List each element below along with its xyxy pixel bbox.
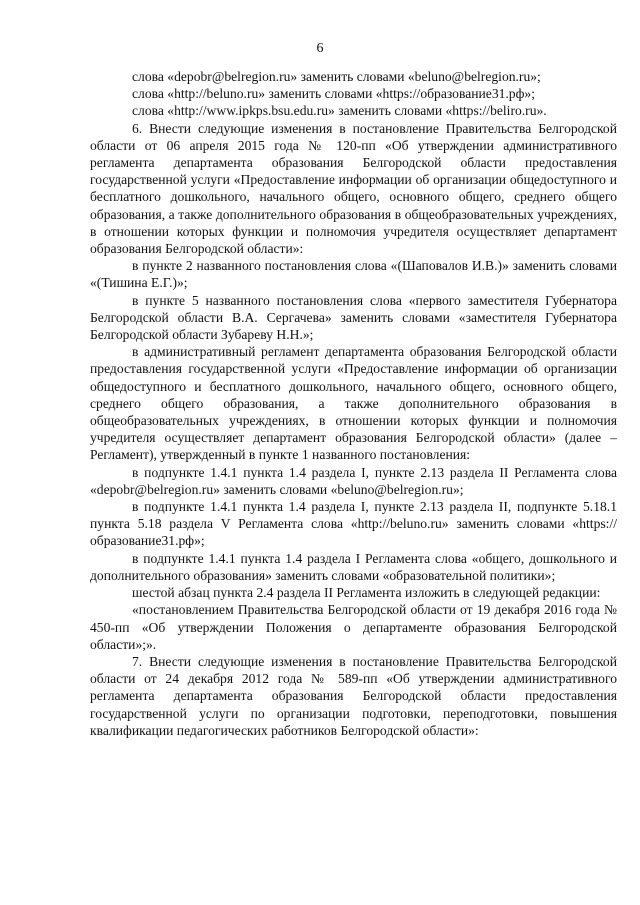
paragraph: слова «http://www.ipkps.bsu.edu.ru» заменить словами «https://beliro.ru». bbox=[132, 103, 547, 119]
paragraph: в пункте 5 названного постановления слова «первого заместителя Губернатора Белгородской области В.А. Сергачева» заменить словами «заместителя Губернатора Белгородской области Зубареву Н.Н.»; bbox=[90, 292, 617, 343]
paragraph: в подпункте 1.4.1 пункта 1.4 раздела I, пункте 2.13 раздела II Регламента слова «depobr@belregion.ru» заменить словами «beluno@belregion.ru»; bbox=[90, 464, 617, 497]
paragraph: в пункте 2 названного постановления слова «(Шаповалов И.В.)» заменить словами «(Тишина Е.Г.)»; bbox=[90, 258, 617, 291]
paragraph: в подпункте 1.4.1 пункта 1.4 раздела I, пункте 2.13 раздела II, подпункте 5.18.1 пункта 5.18 раздела V Регламента слова «http://beluno.ru» заменить словами «https://образование31.рф»; bbox=[90, 499, 617, 549]
paragraph: 7. Внести следующие изменения в постановление Правительства Белгородской области от 24 декабря 2012 года № 589-пп «Об утверждении административного регламента департамента образования Белгородской области предоставления государственной услуги по организации подготовки, переподготовки, повышения квалификации педагогических работников Белгородской области»: bbox=[90, 653, 617, 738]
document-body bbox=[90, 68, 617, 739]
paragraph: 6. Внести следующие изменения в постановление Правительства Белгородской области от 06 апреля 2015 года № 120-пп «Об утверждении административного регламента департамента образования Белгородской области предоставления государственной услуги «Предоставление информации об организации общедоступного и бесплатного дошкольного, начального общего, основного общего, среднего общего образования, а также дополнительного образования в общеобразовательных учреждениях, в отношении которых функции и полномочия учредителя осуществляет департамент образования Белгородской области»: bbox=[90, 120, 617, 257]
paragraph: «постановлением Правительства Белгородской области от 19 декабря 2016 года № 450-пп «Об утверждении Положения о департаменте образования Белгородской области»;». bbox=[90, 602, 617, 652]
paragraph: слова «http://beluno.ru» заменить словами «https://образование31.рф»; bbox=[132, 86, 535, 102]
paragraph: в подпункте 1.4.1 пункта 1.4 раздела I Регламента слова «общего, дошкольного и дополнительного образования» заменить словами «образовательной политики»; bbox=[90, 550, 617, 583]
paragraph: в административный регламент департамента образования Белгородской области предоставления государственной услуги «Предоставление информации об организации общедоступного и бесплатного дошкольного, начального общего, основного общего, среднего общего образования, а также дополнительного образования в общеобразовательных учреждениях, в отношении которых функции и полномочия учредителя осуществляет департамент образования Белгородской области» (далее – Регламент), утвержденный в пункте 1 названного постановления: bbox=[90, 344, 617, 463]
page-number: 6 bbox=[316, 41, 324, 56]
paragraph: шестой абзац пункта 2.4 раздела II Регламента изложить в следующей редакции: bbox=[132, 585, 601, 601]
paragraph: слова «depobr@belregion.ru» заменить словами «beluno@belregion.ru»; bbox=[132, 69, 541, 84]
